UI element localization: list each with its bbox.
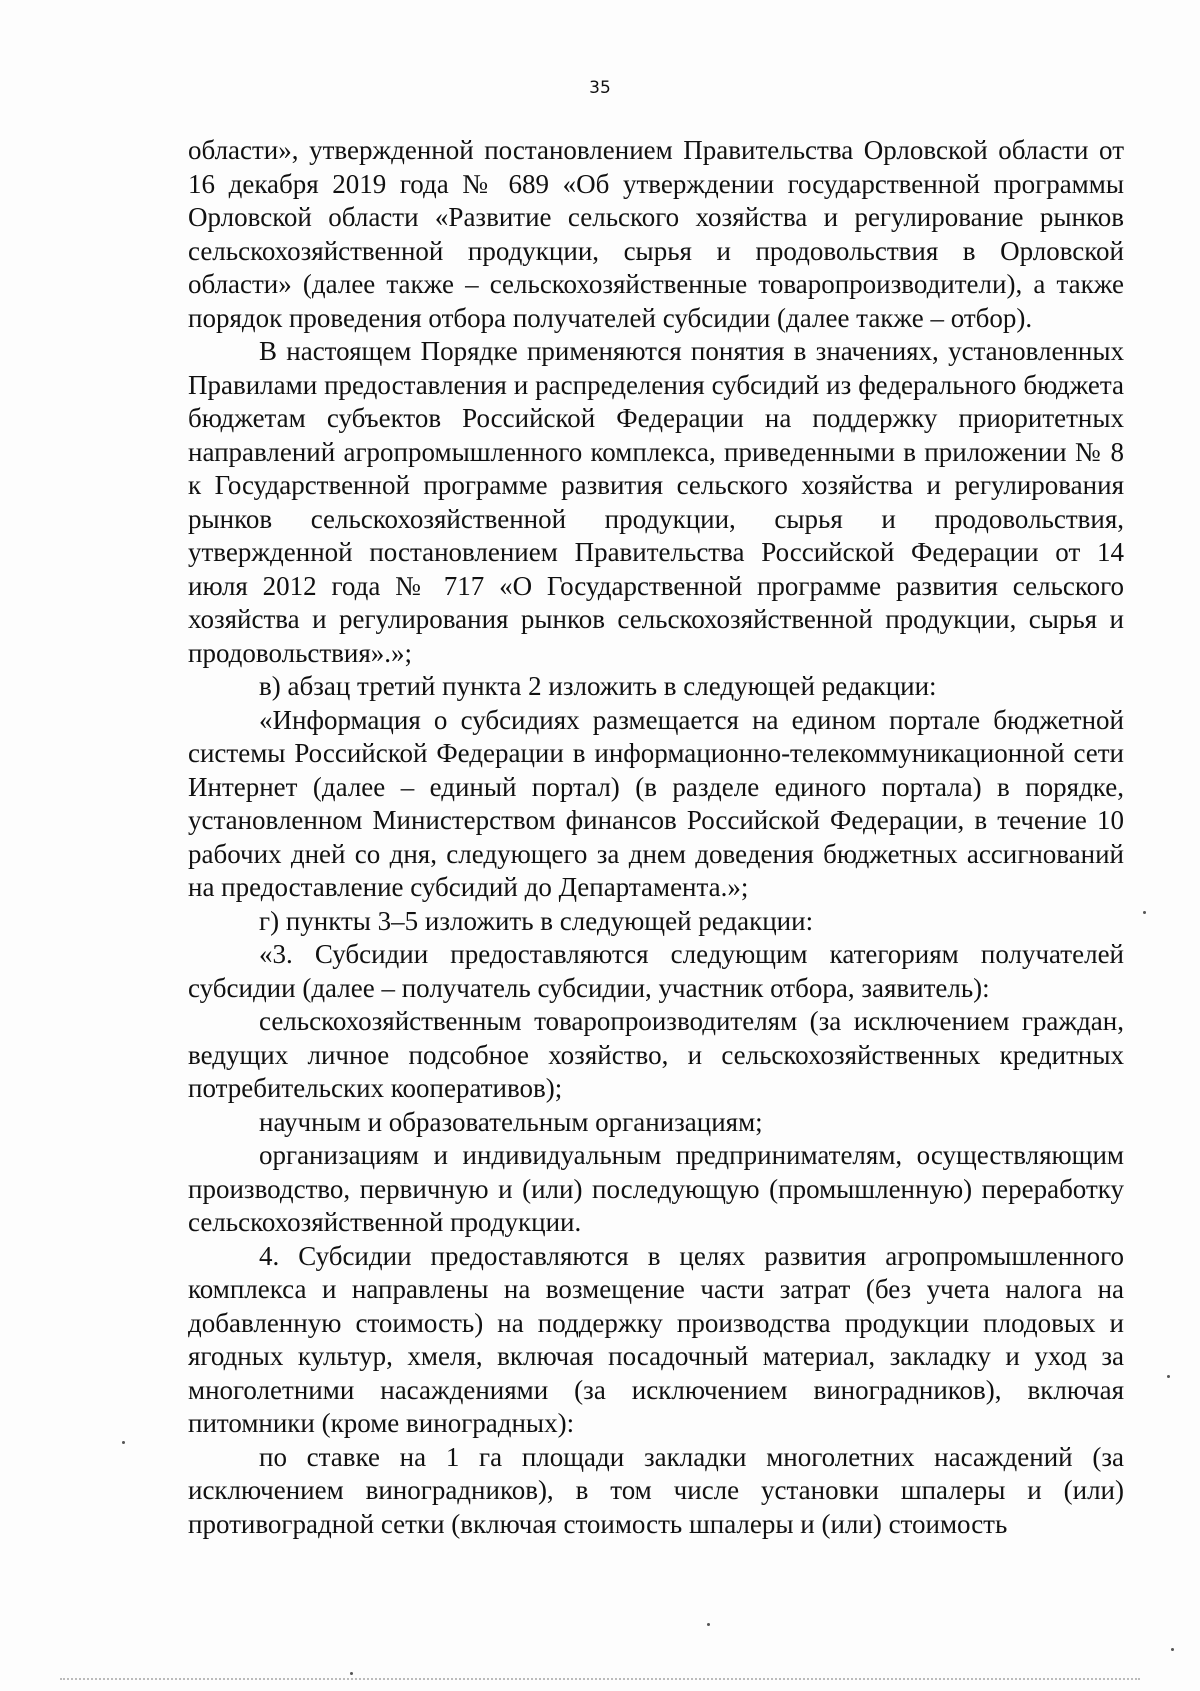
paragraph: области», утвержденной постановлением Правительства Орловской области от 16 декабря 2019 года № 689 «Об утверждении государственной программы Орловской области «Развитие сельского хозяйства и регулирование рынков сельскохозяйственной продукции, сырья и продовольствия в Орловской области» (далее также – сельскохозяйственные товаропроизводители), а также порядок проведения отбора получателей субсидии (далее также – отбор). [188,135,1124,333]
scan-speck [707,1623,710,1626]
scan-speck [1171,1648,1174,1651]
paragraph: в) абзац третий пункта 2 изложить в следующей редакции: [259,671,937,701]
document-body [188,134,1124,1541]
scan-speck [1143,911,1146,914]
scan-speck [1167,1375,1170,1378]
page-number: 35 [589,78,611,98]
paragraph: организациям и индивидуальным предпринимателям, осуществляющим производство, первичную и (или) последующую (промышленную) переработку сельскохозяйственной продукции. [188,1140,1124,1237]
paragraph: «3. Субсидии предоставляются следующим категориям получателей субсидии (далее – получатель субсидии, участник отбора, заявитель): [188,939,1124,1003]
scan-speck [122,1441,125,1444]
paragraph: В настоящем Порядке применяются понятия в значениях, установленных Правилами предоставления и распределения субсидий из федерального бюджета бюджетам субъектов Российской Федерации на поддержку приоритетных направлений агропромышленного комплекса, приведенными в приложении № 8 к Государственной программе развития сельского хозяйства и регулирования рынков сельскохозяйственной продукции, сырья и продовольствия, утвержденной постановлением Правительства Российской Федерации от 14 июля 2012 года № 717 «О Государственной программе развития сельского хозяйства и регулирования рынков сельскохозяйственной продукции, сырья и продовольствия».»; [188,336,1124,668]
paragraph: «Информация о субсидиях размещается на едином портале бюджетной системы Российской Федерации в информационно-телекоммуникационной сети Интернет (далее – единый портал) (в разделе единого портала) в порядке, установленном Министерством финансов Российской Федерации, в течение 10 рабочих дней со дня, следующего за днем доведения бюджетных ассигнований на предоставление субсидий до Департамента.»; [188,704,1124,902]
paragraph: сельскохозяйственным товаропроизводителям (за исключением граждан, ведущих личное подсобное хозяйство, и сельскохозяйственных кредитных потребительских кооперативов); [188,1006,1124,1103]
scan-edge [60,1678,1140,1683]
scan-speck [350,1672,353,1675]
paragraph: г) пункты 3–5 изложить в следующей редакции: [259,905,814,936]
paragraph: 4. Субсидии предоставляются в целях развития агропромышленного комплекса и направлены на возмещение части затрат (без учета налога на добавленную стоимость) на поддержку производства продукции плодовых и ягодных культур, хмеля, включая посадочный материал, закладку и уход за многолетними насаждениями (за исключением виноградников), включая питомники (кроме виноградных): [188,1240,1124,1438]
paragraph: научным и образовательным организациям; [259,1106,763,1137]
paragraph: по ставке на 1 га площади закладки многолетних насаждений (за исключением виноградников), в том числе установки шпалеры и (или) противоградной сетки (включая стоимость шпалеры и (или) стоимость [188,1441,1124,1539]
